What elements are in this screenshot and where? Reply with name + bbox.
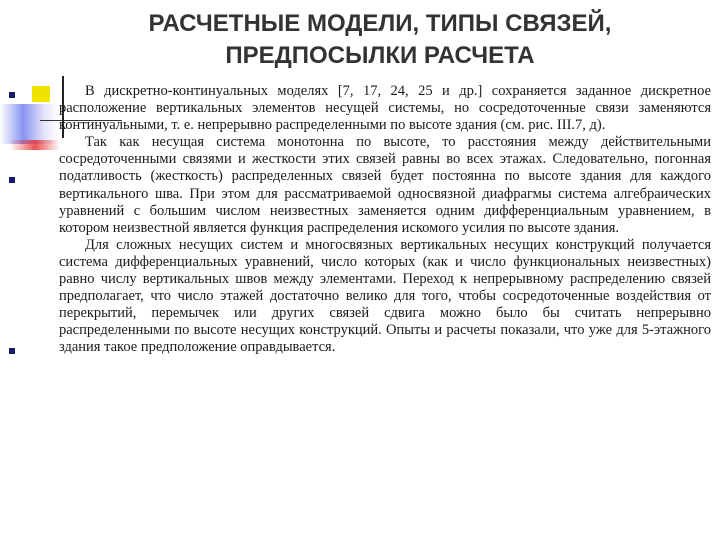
decorative-red-streak [10,140,60,150]
bullet-icon [9,177,15,183]
bullet-icon [9,92,15,98]
decorative-blue-blur [0,104,58,144]
slide-title [40,8,720,72]
body-text [59,83,711,357]
slide-title-line-2: ПРЕДПОСЫЛКИ РАСЧЕТА [225,42,535,69]
paragraph-1: В дискретно-континуальных моделях [7, 17, 24, 25 и др.] сохраняется заданное дискретное расположение вертикальных элементов несущей системы, но сосредоточенные связи заменяются континуальными, т. е. непрерывно распределенными по высоте здания (см. рис. III.7, д). [59,83,711,134]
decorative-yellow-square [32,86,50,102]
paragraph-3: Для сложных несущих систем и многосвязных вертикальных несущих конструкций получается система дифференциальных уравнений, число которых (как и число функциональных неизвестных) равно числу вертикальных швов между элементами. Переход к непрерывному распределению связей предполагает, что число этажей достаточно велико для того, чтобы сосредоточенные воздействия от перекрытий, перемычек или других связей сдвига можно было бы считать непрерывно распределенными по высоте несущих конструкций. Опыты и расчеты показали, что уже для 5-этажного здания такое предположение оправдывается. [59,236,711,356]
slide-title-line-1: РАСЧЕТНЫЕ МОДЕЛИ, ТИПЫ СВЯЗЕЙ, [148,10,612,37]
bullet-icon [9,348,15,354]
paragraph-2: Так как несущая система монотонна по высоте, то расстояния между действительными сосредоточенными связями и жесткости этих связей равны во всех этажах. Следовательно, погонная податливость (жесткость) распределенных связей будет постоянна по высоте здания для каждого вертикального шва. При этом для рассматриваемой односвязной диафрагмы система алгебраических уравнений с большим числом неизвестных заменяется одним дифференциальным уравнением, в котором неизвестной является функция распределения искомого усилия по высоте здания. [59,134,711,236]
